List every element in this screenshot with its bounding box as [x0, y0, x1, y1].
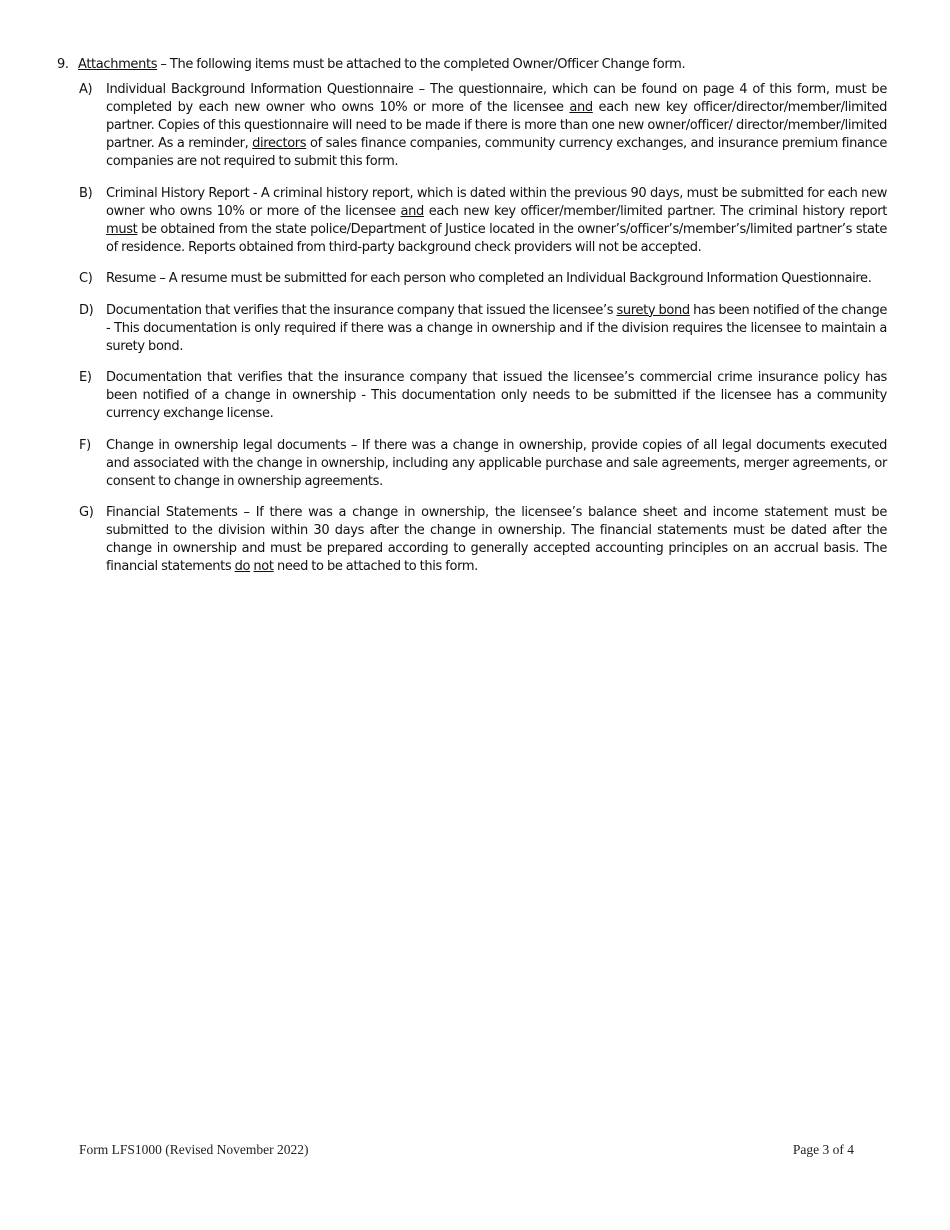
item-c — [79, 270, 887, 288]
item-body: – The questionnaire, which can be found on page 4 of this form, must be completed by each new owner who owns 10% or more of the licensee — [106, 82, 887, 115]
item-title: Resume — [106, 271, 157, 286]
item-body: has been notified of the change - This documentation is only required if there was a change in ownership and if the division requires the licensee to maintain a surety bond. — [106, 302, 887, 354]
item-b — [79, 185, 887, 257]
section-number: 9. — [57, 57, 69, 72]
item-letter: C) — [79, 271, 93, 286]
item-body: Documentation that verifies that the insurance company that issued the licensee’s — [106, 302, 617, 318]
item-body: need to be attached to this form. — [273, 559, 478, 574]
underlined-not: not — [253, 559, 274, 574]
item-letter: D) — [79, 302, 94, 318]
item-letter: E) — [79, 370, 92, 385]
item-text — [106, 369, 887, 423]
item-f — [79, 437, 887, 491]
item-d — [79, 302, 887, 356]
underlined-directors: directors — [252, 136, 307, 151]
item-body: - A criminal history report, which is dated within the previous 90 days, must be submitted for each new owner who owns 10% or more of the licensee — [106, 185, 887, 219]
item-body: – A resume must be submitted for each person who completed an Individual Background Information Questionnaire. — [156, 271, 872, 286]
item-title: Change in ownership legal documents — [106, 437, 347, 453]
item-title: Criminal History Report — [106, 185, 250, 201]
item-letter: B) — [79, 185, 93, 201]
item-text — [106, 437, 887, 491]
item-e — [79, 369, 887, 423]
footer-form-id: Form LFS1000 (Revised November 2022) — [79, 1142, 309, 1157]
underlined-surety-bond: surety bond — [616, 302, 690, 318]
item-text — [106, 185, 887, 257]
item-body: each new key officer/director/member/limited partner. Copies of this questionnaire will need to be made if there is more than one new owner/officer/ director/member/limited partner. As a reminder, — [106, 100, 887, 151]
section-heading: Attachments — [78, 57, 158, 72]
item-letter: F) — [79, 437, 91, 453]
item-text — [106, 270, 887, 288]
item-a — [79, 81, 887, 171]
item-body: be obtained from the state police/Department of Justice located in the owner’s/officer’s/member’s/limited partner’s state of residence. Reports obtained from third-party background check providers will not be accepted. — [106, 221, 887, 255]
item-body: Documentation that verifies that the insurance company that issued the licensee’s commercial crime insurance policy has been notified of a change in ownership - This documentation only needs to be submitted if the licensee has a community currency exchange license. — [106, 370, 887, 421]
item-text — [106, 504, 887, 576]
item-body: – If there was a change in ownership, the licensee’s balance sheet and income statement must be submitted to the division within 30 days after the change in ownership. The financial statements must be dated after the change in ownership and must be prepared according to generally accepted accounting principles on an accrual basis. The financial statements — [106, 505, 887, 574]
item-body: of sales finance companies, community currency exchanges, and insurance premium finance companies are not required to submit this form. — [106, 136, 887, 169]
section-intro: – The following items must be attached to the completed Owner/Officer Change form. — [157, 57, 686, 72]
item-body: each new key officer/member/limited partner. The criminal history report — [423, 203, 887, 219]
attachment-list — [57, 81, 887, 576]
item-g — [79, 504, 887, 576]
item-title: Financial Statements — [106, 505, 238, 520]
underlined-must: must — [106, 221, 138, 237]
item-letter: A) — [79, 82, 93, 97]
footer-page-number: Page 3 of 4 — [792, 1142, 854, 1157]
item-body: – If there was a change in ownership, provide copies of all legal documents executed and associated with the change in ownership, including any applicable purchase and sale agreements, merger agreements, or consent to change in ownership agreements. — [106, 437, 887, 489]
item-title: Individual Background Information Questionnaire — [106, 82, 414, 97]
underlined-and: and — [569, 100, 593, 115]
section-heading-row — [57, 56, 887, 74]
attachments-section — [57, 56, 887, 590]
underlined-and: and — [400, 203, 424, 219]
item-letter: G) — [79, 505, 94, 520]
underlined-do: do — [234, 559, 251, 574]
section-heading-text — [78, 56, 685, 74]
item-text — [106, 302, 887, 356]
item-text — [106, 81, 887, 171]
